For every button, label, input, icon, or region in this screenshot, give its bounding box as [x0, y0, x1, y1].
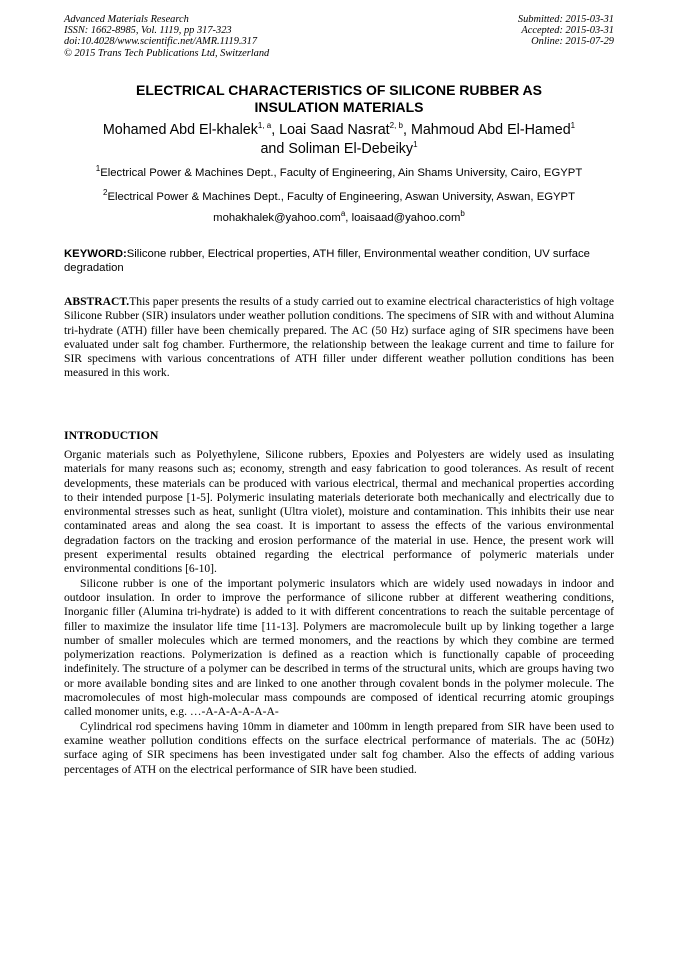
issn-volume: ISSN: 1662-8985, Vol. 1119, pp 317-323: [64, 25, 232, 37]
affiliation-mark: 1: [95, 164, 101, 174]
affiliation-mark: 2: [102, 188, 108, 198]
author-separator: ,: [402, 122, 411, 138]
paragraph: Organic materials such as Polyethylene, Silicone rubbers, Epoxies and Polyesters are widely used as insulating materials for many reasons such as; economy, strength and easy fabrication to good tolerances. As result of recent developments, these materials can be produced with various electrical, thermal and mechanical properties according to their intended purpose [1-5]. Polymeric insulating materials deteriorate both mechanically and electrically due to environmental stresses such as heat, sunlight (Ultra violet), moisture and contamination. This inhibits their use near contaminated areas and along the sea coast. It is important to assess the effects of the various environmental degradation factors on the tracking and erosion performance of the material in use. Hence, the present work will present experimental results obtained regarding the electrical performance of polymeric materials under environmental conditions [6-10].: [64, 448, 614, 576]
author-name: Soliman El-Debeiky: [288, 141, 414, 157]
author-name: Mahmoud Abd El-Hamed: [410, 122, 571, 138]
abstract: [64, 295, 614, 381]
paper-title: [64, 82, 614, 116]
affiliation-text: Electrical Power & Machines Dept., Faculty of Engineering, Ain Shams University, Cairo, EGYPT: [100, 167, 583, 179]
journal-info: [64, 14, 269, 59]
email-separator: ,: [345, 212, 352, 224]
keywords-label: KEYWORD:: [64, 248, 127, 260]
keywords-text: Silicone rubber, Electrical properties, ATH filler, Environmental weather condition, UV surface degradation: [64, 248, 590, 274]
title-line-1: ELECTRICAL CHARACTERISTICS OF SILICONE RUBBER AS: [135, 82, 542, 98]
author-list: [64, 121, 614, 159]
affiliation-text: Electrical Power & Machines Dept., Faculty of Engineering, Aswan University, Aswan, EGYPT: [107, 191, 575, 203]
paragraph: Silicone rubber is one of the important polymeric insulators which are widely used nowadays in indoor and outdoor insulation. In order to improve the performance of silicone rubber at different weathering conditions, Inorganic filler (Alumina tri-hydrate) is added to it with different concentrations to reach the suitable percentage of filler to maximize the insulator life time [11-13]. Polymers are macromolecule built up by linking together a large number of smaller molecules which are termed monomers, and the reactions by which they combine are termed polymerization reactions. Polymerization is defined as a reaction which is functionally capable of proceeding indefinitely. The structure of a polymer can be described in terms of the structural units, which are groups having two or more available bonding sites and are linked to one another through covalent bonds in the polymer molecule. The macromolecules of most high-molecular mass compounds are composed of identical recurring atomic groupings called monomer units, e.g. …-A-A-A-A-A-A-: [64, 576, 614, 719]
submitted-date: Submitted: 2015-03-31: [517, 14, 614, 25]
author-emails: [64, 211, 614, 225]
author-name: Mohamed Abd El-khalek: [102, 122, 258, 138]
abstract-text: This paper presents the results of a study carried out to examine electrical characteristics of high voltage Silicone Rubber (SIR) insulators under weather pollution conditions. The specimens of SIR with and without Alumina tri-hydrate (ATH) filler have been chemically prepared. The AC (50 Hz) surface aging of SIR specimens have been evaluated under salt fog chamber. Furthermore, the relationship between the leakage current and time to failure for SIR specimens with various concentrations of ATH filler under different weather pollution conditions has been measured in this work.: [64, 295, 614, 380]
author-affil-mark: 1: [413, 140, 418, 150]
email-mark: b: [460, 209, 465, 219]
online-date: Online: 2015-07-29: [531, 36, 614, 48]
author-separator: ,: [271, 122, 280, 138]
affiliation-1: [64, 166, 614, 180]
author-and: and: [260, 141, 289, 157]
author-affil-mark: 1, a: [257, 121, 272, 131]
email-link[interactable]: loaisaad@yahoo.com: [351, 212, 461, 224]
title-line-2: INSULATION MATERIALS: [254, 99, 424, 115]
journal-name: Advanced Materials Research: [64, 14, 189, 25]
email-mark: a: [340, 209, 346, 219]
publication-dates: [518, 14, 614, 48]
email-link[interactable]: mohakhalek@yahoo.com: [213, 212, 341, 224]
author-name: Loai Saad Nasrat: [279, 122, 390, 138]
affiliation-2: [64, 190, 614, 204]
author-affil-mark: 1: [570, 121, 576, 131]
introduction-body: [64, 448, 614, 777]
abstract-label: ABSTRACT.: [64, 295, 130, 308]
author-affil-mark: 2, b: [389, 121, 403, 131]
accepted-date: Accepted: 2015-03-31: [521, 25, 614, 37]
paragraph: Cylindrical rod specimens having 10mm in diameter and 100mm in length prepared from SIR have been used to examine weather pollution conditions effects on the surface electrical performance of materials. The ac (50Hz) surface aging of SIR specimens has been investigated under salt fog chamber. Also the effects of adding various percentages of ATH on the electrical performance of SIR have been studied.: [64, 719, 614, 776]
copyright: © 2015 Trans Tech Publications Ltd, Switzerland: [64, 47, 270, 59]
doi: doi:10.4028/www.scientific.net/AMR.1119.317: [64, 36, 258, 48]
keywords: [64, 247, 614, 275]
section-heading: INTRODUCTION: [64, 428, 159, 442]
